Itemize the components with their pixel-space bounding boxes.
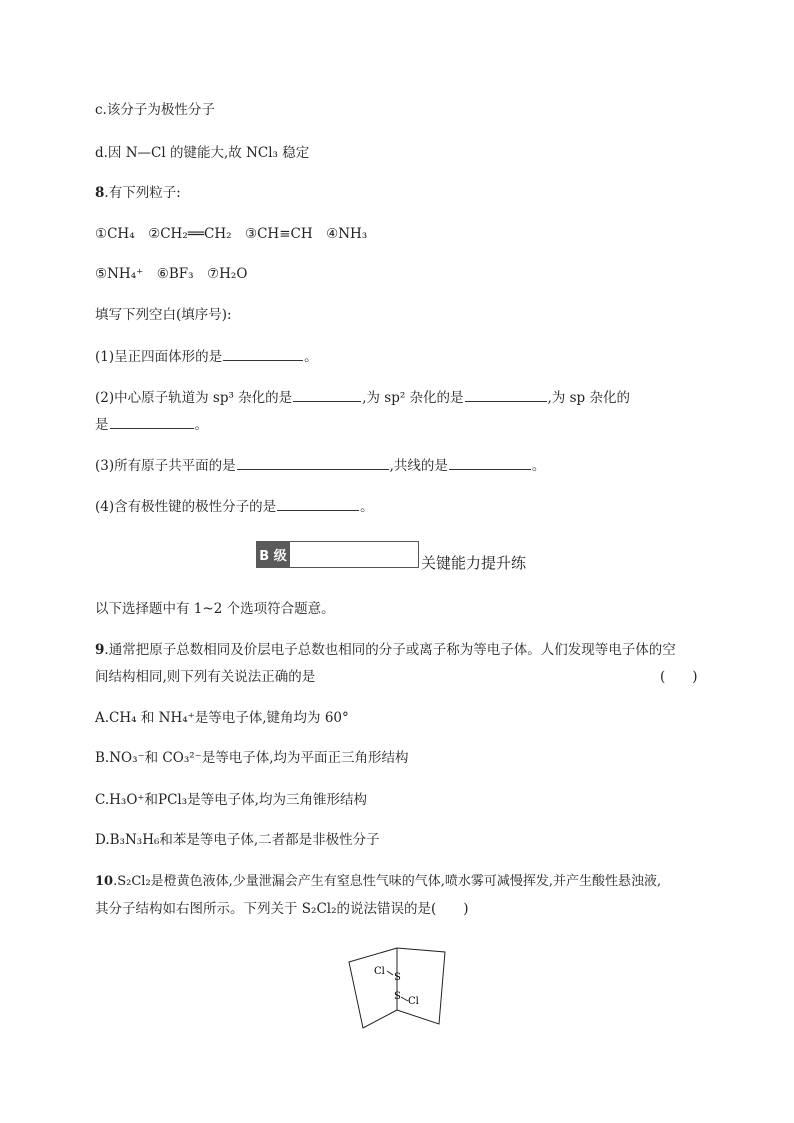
section-b-header bbox=[256, 541, 419, 568]
q9-answer-paren[interactable]: ( ) bbox=[660, 669, 698, 685]
level-badge: B 级 bbox=[256, 541, 290, 568]
q8-part3 bbox=[95, 455, 545, 476]
atom-s-bottom: S bbox=[394, 991, 401, 1002]
q9-stem-text: .通常把原子总数相同及价层电子总数也相同的分子或离子称为等电子体。人们发现等电子体的空 bbox=[104, 642, 676, 658]
q10-stem-text: .S₂Cl₂是橙黄色液体,少量泄漏会产生有窒息性气味的气体,喷水雾可减慢挥发,并产生酸性悬浊液, bbox=[113, 874, 662, 889]
q10-stem-line2: 其分子结构如右图所示。下列关于 S₂Cl₂的说法错误的是( ) bbox=[95, 901, 469, 917]
q8-part2-text-d: 是 bbox=[95, 417, 109, 433]
q8-part2-cont bbox=[95, 414, 208, 435]
q8-part4 bbox=[95, 496, 374, 517]
q9-stem-line2: 间结构相同,则下列有关说法正确的是 bbox=[95, 669, 316, 685]
cl-s-bond-top bbox=[387, 971, 393, 975]
q8-part1-text: (1)呈正四面体形的是 bbox=[95, 349, 223, 365]
q10-number: 10 bbox=[95, 874, 114, 889]
answer-blank[interactable] bbox=[277, 496, 359, 511]
answer-blank[interactable] bbox=[237, 455, 389, 470]
answer-blank[interactable] bbox=[449, 455, 531, 470]
section-b-title: 关键能力提升练 bbox=[421, 554, 527, 572]
q9-option-a: A.CH₄ 和 NH₄⁺是等电子体,键角均为 60° bbox=[95, 710, 349, 726]
q8-part2-text-a: (2)中心原子轨道为 sp³ 杂化的是 bbox=[95, 390, 293, 406]
q8-particles-row2: ⑤NH₄⁺ ⑥BF₃ ⑦H₂O bbox=[95, 266, 248, 282]
q7-option-d: d.因 N—Cl 的键能大,故 NCl₃ 稳定 bbox=[95, 145, 310, 161]
q8-part1 bbox=[95, 346, 318, 367]
q9-stem-line1 bbox=[95, 640, 676, 660]
q7-option-c: c.该分子为极性分子 bbox=[95, 102, 215, 118]
answer-blank[interactable] bbox=[293, 387, 361, 402]
q8-part3-text-a: (3)所有原子共平面的是 bbox=[95, 458, 236, 474]
atom-s-top: S bbox=[394, 972, 401, 983]
atom-cl-top: Cl bbox=[374, 966, 385, 977]
q8-particles-row1: ①CH₄ ②CH₂══CH₂ ③CH≡CH ④NH₃ bbox=[95, 226, 368, 242]
answer-blank[interactable] bbox=[223, 346, 303, 361]
q8-part1-end: 。 bbox=[304, 349, 318, 365]
level-frame bbox=[290, 541, 419, 568]
s2cl2-structure-figure bbox=[345, 940, 449, 1032]
q8-part2-text-b: ,为 sp² 杂化的是 bbox=[362, 390, 464, 406]
q8-part4-text: (4)含有极性键的极性分子的是 bbox=[95, 499, 277, 515]
q8-number: 8 bbox=[95, 185, 105, 201]
left-plane bbox=[349, 948, 397, 1028]
q9-option-b: B.NO₃⁻和 CO₃²⁻是等电子体,均为平面正三角形结构 bbox=[95, 750, 409, 766]
answer-blank[interactable] bbox=[110, 414, 194, 429]
q8-part2 bbox=[95, 387, 630, 408]
q9-option-c: C.H₃O⁺和PCl₃是等电子体,均为三角锥形结构 bbox=[95, 792, 367, 808]
answer-blank[interactable] bbox=[465, 387, 547, 402]
q8-instruction: 填写下列空白(填序号): bbox=[95, 307, 232, 323]
atom-cl-bottom: Cl bbox=[408, 996, 419, 1007]
right-plane bbox=[397, 948, 445, 1024]
q8-part3-end: 。 bbox=[531, 458, 546, 474]
q10-stem-line1 bbox=[95, 872, 661, 892]
q8-stem bbox=[95, 183, 181, 203]
q8-part2-end: 。 bbox=[194, 417, 208, 433]
cl-s-bond-bottom bbox=[401, 997, 408, 1001]
q9-number: 9 bbox=[95, 642, 105, 658]
q9-option-d: D.B₃N₃H₆和苯是等电子体,二者都是非极性分子 bbox=[95, 832, 380, 848]
q8-part3-text-b: ,共线的是 bbox=[389, 458, 448, 474]
section-b-note: 以下选择题中有 1~2 个选项符合题意。 bbox=[95, 601, 335, 617]
q8-stem-text: .有下列粒子: bbox=[104, 185, 181, 201]
q8-part4-end: 。 bbox=[360, 499, 374, 515]
q8-part2-text-c: ,为 sp 杂化的 bbox=[547, 390, 630, 406]
